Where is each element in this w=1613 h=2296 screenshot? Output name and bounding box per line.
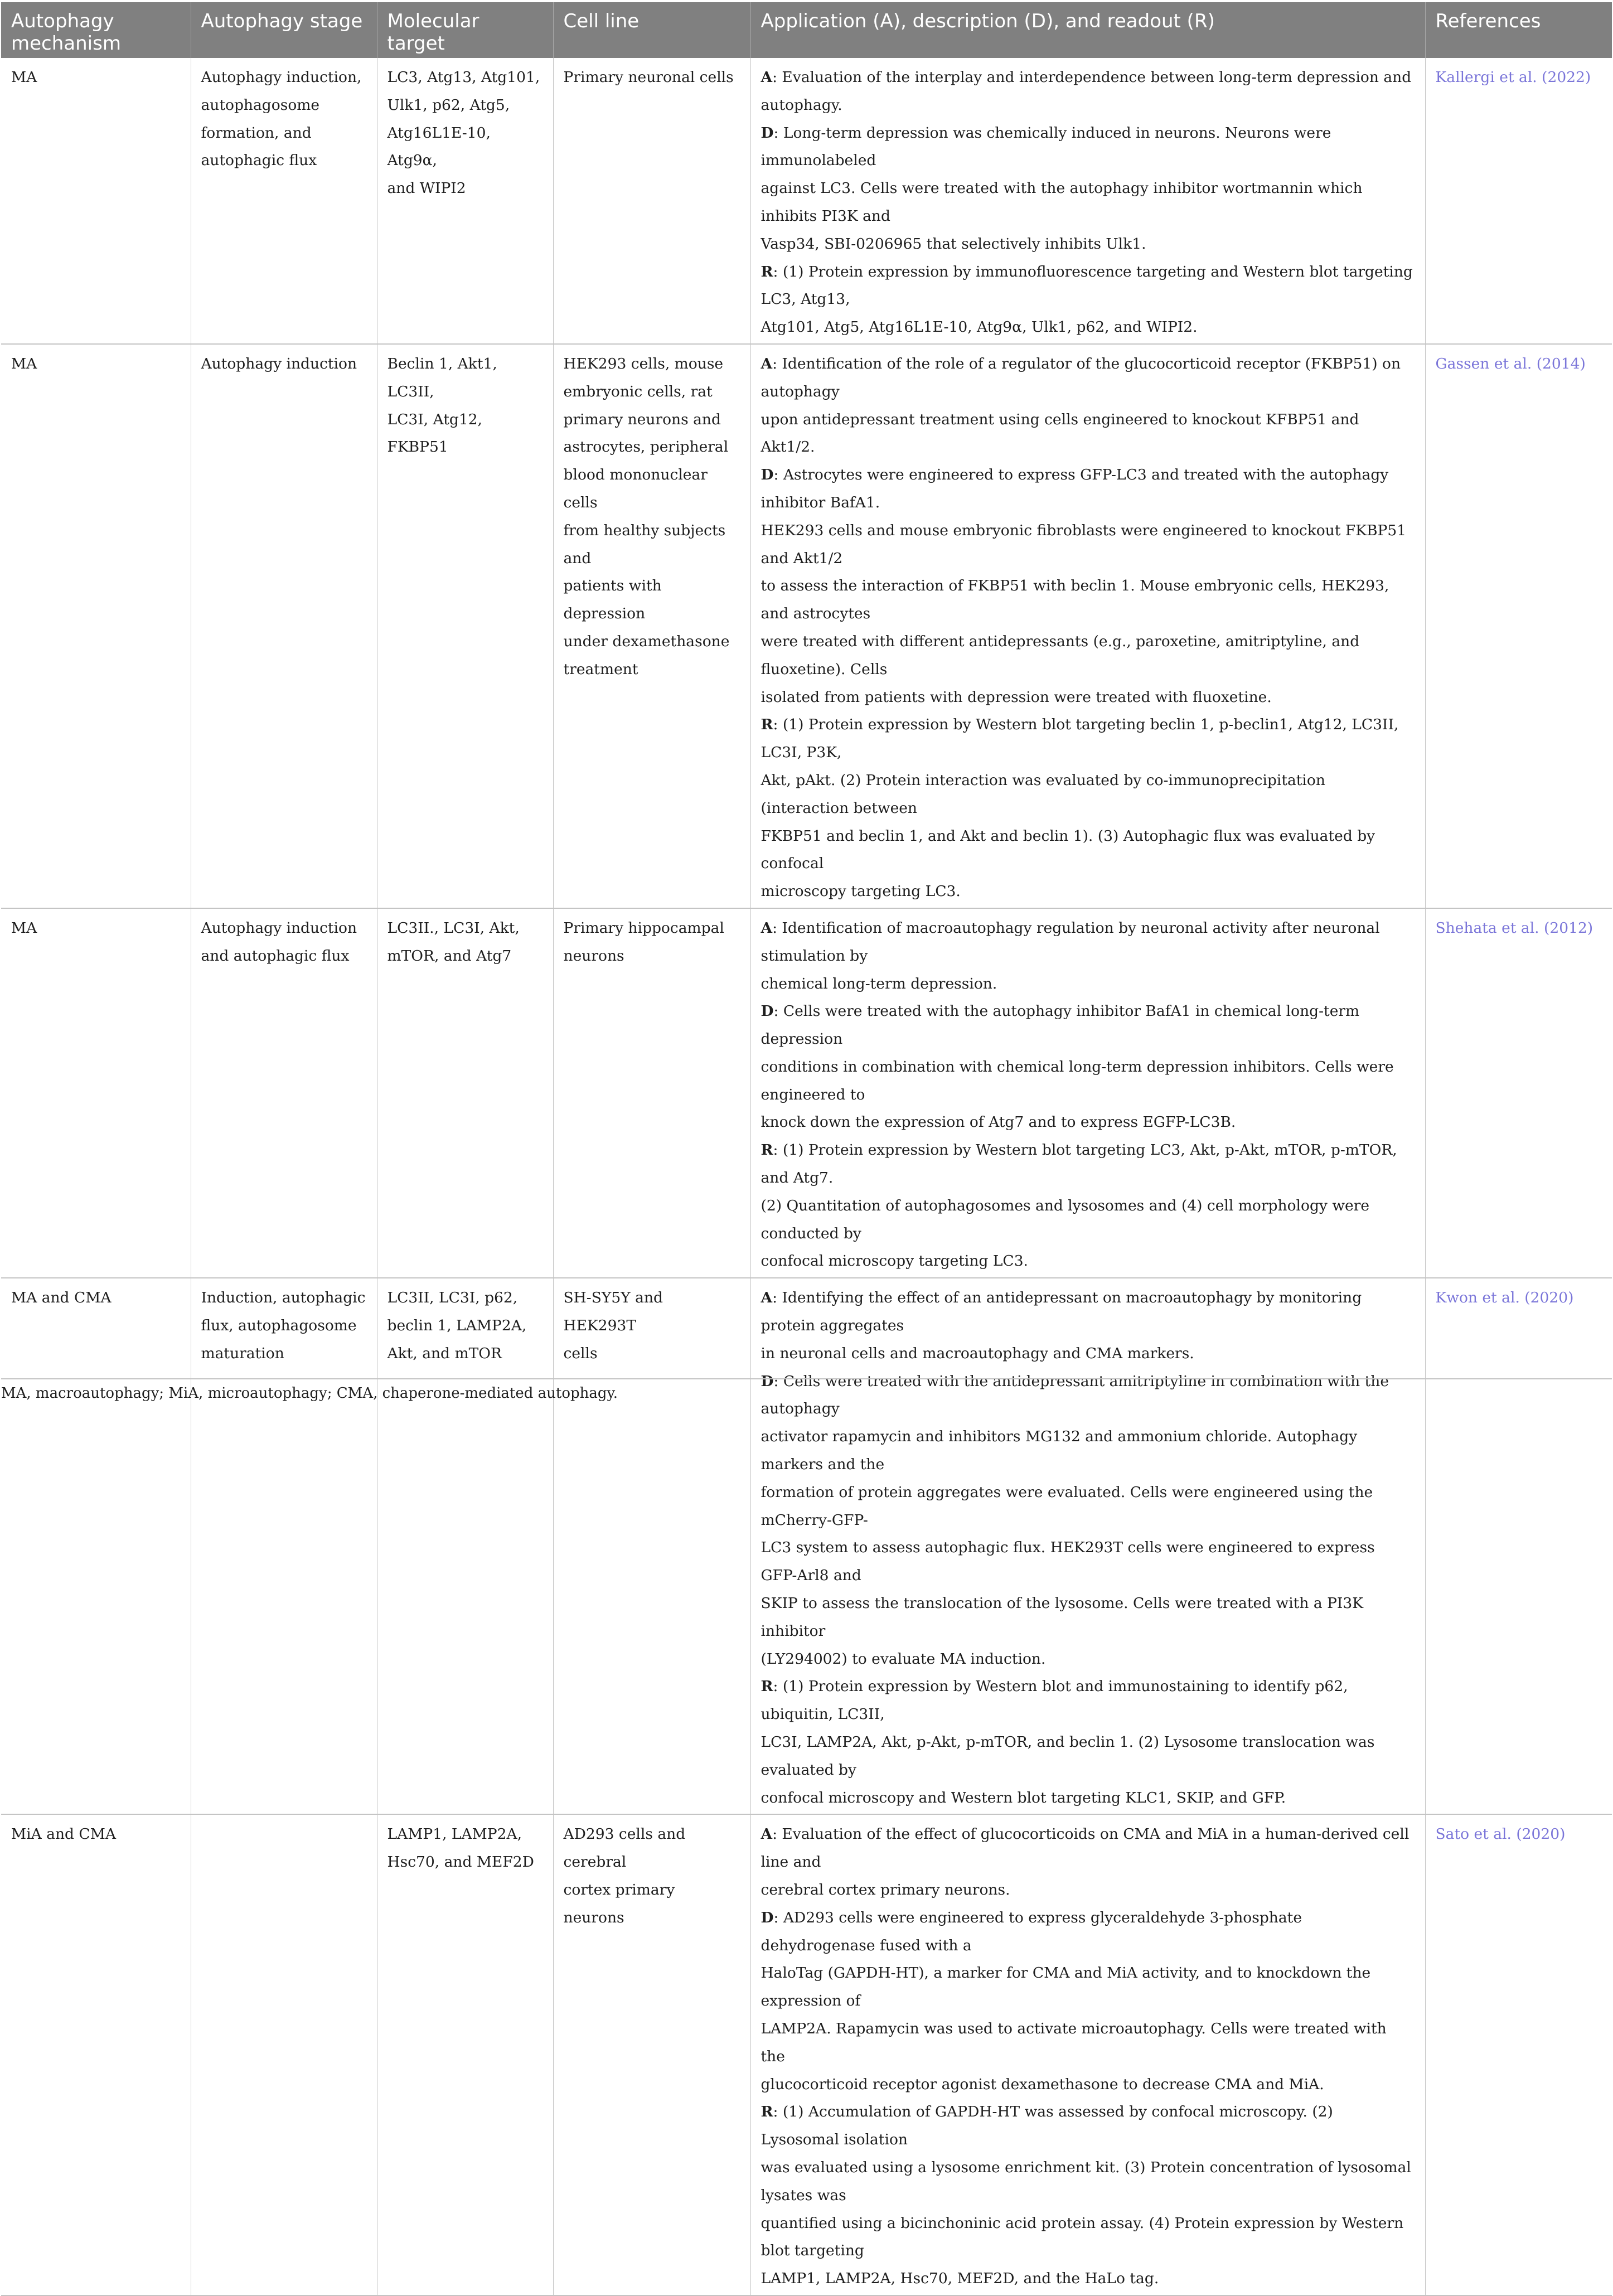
application-text: was evaluated using a lysosome enrichment kit. (3) Protein concentration of lysosomal lysates was xyxy=(761,2158,1411,2204)
cell-stage xyxy=(191,908,377,1278)
cell-line: autophagic flux xyxy=(201,152,317,169)
cell-line: beclin 1, LAMP2A, xyxy=(387,1317,527,1335)
cell-application xyxy=(750,1278,1425,1814)
reference-link[interactable]: Kwon et al. (2020) xyxy=(1425,1278,1612,1814)
cell-line: maturation xyxy=(201,1344,284,1362)
section-label-r: R xyxy=(761,1141,773,1159)
cell-line: Autophagy induction, xyxy=(201,69,362,86)
cell-target xyxy=(377,344,553,908)
cell-line: Beclin 1, Akt1, LC3II, xyxy=(387,355,497,400)
cell-application xyxy=(750,908,1425,1278)
application-line-r xyxy=(761,2265,1415,2293)
label-separator: : xyxy=(773,1909,783,1926)
col-header-mechanism xyxy=(1,2,191,58)
application-text: quantified using a bicinchoninic acid protein assay. (4) Protein expression by Western blot targeting xyxy=(761,2214,1404,2260)
application-line-a xyxy=(761,1340,1415,1368)
application-text: LAMP2A. Rapamycin was used to activate microautophagy. Cells were treated with the xyxy=(761,2019,1387,2065)
cell-line: cells xyxy=(563,1344,598,1362)
application-line-d xyxy=(761,1590,1415,1645)
application-text: were treated with different antidepressants (e.g., paroxetine, amitriptyline, and fluoxetine). Cells xyxy=(761,632,1360,678)
cell-line: target xyxy=(387,32,445,55)
cell-stage xyxy=(191,1278,377,1814)
cell-line: embryonic cells, rat xyxy=(563,382,713,400)
application-line-r xyxy=(761,313,1415,341)
application-line-d xyxy=(761,175,1415,230)
application-line-r xyxy=(761,258,1415,314)
cell-line: Autophagy xyxy=(11,10,114,32)
cell-target xyxy=(377,1814,553,2295)
application-text: formation of protein aggregates were evaluated. Cells were engineered using the mCherry-GFP- xyxy=(761,1483,1373,1529)
application-text: Atg101, Atg5, Atg16L1E-10, Atg9α, Ulk1, p62, and WIPI2. xyxy=(761,318,1198,336)
application-line-a xyxy=(761,914,1415,970)
label-separator: : xyxy=(773,1002,783,1020)
application-line-d xyxy=(761,1534,1415,1590)
table-row xyxy=(1,58,1612,344)
application-line-d xyxy=(761,119,1415,175)
application-text: chemical long-term depression. xyxy=(761,975,997,992)
application-text: LAMP1, LAMP2A, Hsc70, MEF2D, and the HaLo tag. xyxy=(761,2270,1159,2288)
application-line-a xyxy=(761,1876,1415,1904)
label-separator: : xyxy=(773,1678,783,1696)
col-header-references xyxy=(1425,2,1612,58)
cell-line: LC3II, LC3I, p62, xyxy=(387,1289,518,1307)
cell-stage xyxy=(191,344,377,908)
reference-link[interactable]: Kallergi et al. (2022) xyxy=(1425,58,1612,344)
application-text: Astrocytes were engineered to express GFP-LC3 and treated with the autophagy inhibitor BafA1. xyxy=(761,466,1389,511)
table-row xyxy=(1,344,1612,908)
cell-line: primary neurons and xyxy=(563,410,721,428)
application-text: Identification of macroautophagy regulation by neuronal activity after neuronal stimulation by xyxy=(761,919,1380,965)
header-row xyxy=(1,2,1612,58)
cell-cell-line xyxy=(553,1278,750,1814)
label-separator: : xyxy=(773,2103,783,2121)
label-separator: : xyxy=(772,1825,782,1843)
application-text: cerebral cortex primary neurons. xyxy=(761,1881,1010,1898)
cell-line: neurons xyxy=(563,947,624,965)
application-text: (1) Protein expression by Western blot and immunostaining to identify p62, ubiquitin, LC3II, xyxy=(761,1678,1348,1723)
application-text: Evaluation of the interplay and interdependence between long-term depression and autophagy. xyxy=(761,69,1412,114)
label-separator: : xyxy=(773,716,783,734)
application-line-d xyxy=(761,2071,1415,2099)
application-text: Cells were treated with the antidepressant amitriptyline in combination with the autophagy xyxy=(761,1372,1389,1418)
label-separator: : xyxy=(773,1372,783,1390)
application-line-d xyxy=(761,2015,1415,2071)
application-line-d xyxy=(761,997,1415,1053)
table-row xyxy=(1,1814,1612,2295)
application-line-d xyxy=(761,1368,1415,1423)
cell-line: mechanism xyxy=(11,32,121,55)
application-text: FKBP51 and beclin 1, and Akt and beclin 1). (3) Autophagic flux was evaluated by confocal xyxy=(761,827,1375,873)
application-text: (2) Quantitation of autophagosomes and lysosomes and (4) cell morphology were conducted by xyxy=(761,1197,1370,1242)
cell-cell-line xyxy=(553,58,750,344)
cell-target xyxy=(377,908,553,1278)
application-text: knock down the expression of Atg7 and to express EGFP-LC3B. xyxy=(761,1113,1236,1131)
table-row xyxy=(1,1278,1612,1814)
application-line-d xyxy=(761,1053,1415,1109)
application-line-r xyxy=(761,1784,1415,1812)
cell-line: Cell line xyxy=(563,10,640,32)
section-label-r: R xyxy=(761,263,773,280)
application-line-r xyxy=(761,1136,1415,1192)
cell-line: Application (A), description (D), and readout (R) xyxy=(761,10,1215,32)
application-line-r xyxy=(761,1192,1415,1248)
cell-line: blood mononuclear cells xyxy=(563,466,708,511)
application-line-a xyxy=(761,64,1415,119)
cell-line: Induction, autophagic xyxy=(201,1289,366,1307)
application-text: (1) Accumulation of GAPDH-HT was assessed by confocal microscopy. (2) Lysosomal isolation xyxy=(761,2103,1333,2149)
cell-cell-line xyxy=(553,1814,750,2295)
section-label-a: A xyxy=(761,69,773,86)
cell-stage xyxy=(191,1814,377,2295)
cell-line: and WIPI2 xyxy=(387,180,466,197)
cell-line: formation, and xyxy=(201,124,312,142)
cell-line: Atg16L1E-10, Atg9α, xyxy=(387,124,491,169)
application-line-d xyxy=(761,1904,1415,1960)
application-line-r xyxy=(761,1728,1415,1784)
application-line-r xyxy=(761,767,1415,822)
application-text: LC3I, LAMP2A, Akt, p-Akt, p-mTOR, and beclin 1. (2) Lysosome translocation was evaluated by xyxy=(761,1733,1375,1779)
cell-line: under dexamethasone xyxy=(563,632,730,650)
application-text: in neuronal cells and macroautophagy and CMA markers. xyxy=(761,1344,1194,1362)
application-line-d xyxy=(761,684,1415,711)
application-text: AD293 cells were engineered to express glyceraldehyde 3-phosphate dehydrogenase fused with a xyxy=(761,1909,1302,1954)
cell-mechanism: MA xyxy=(1,908,191,1278)
application-line-a xyxy=(761,1820,1415,1876)
label-separator: : xyxy=(773,466,783,484)
section-label-d: D xyxy=(761,124,774,142)
application-line-d xyxy=(761,461,1415,517)
section-label-d: D xyxy=(761,1909,774,1926)
application-line-r xyxy=(761,2154,1415,2210)
application-line-a xyxy=(761,350,1415,406)
table-header xyxy=(1,2,1612,58)
cell-line: autophagosome xyxy=(201,96,320,114)
application-text: Vasp34, SBI-0206965 that selectively inhibits Ulk1. xyxy=(761,235,1146,253)
application-line-a xyxy=(761,1284,1415,1340)
section-label-a: A xyxy=(761,1825,773,1843)
col-header-cell-line xyxy=(553,2,750,58)
cell-line: flux, autophagosome xyxy=(201,1317,357,1335)
cell-line: SH-SY5Y and HEK293T xyxy=(563,1289,663,1335)
cell-line: LAMP1, LAMP2A, xyxy=(387,1825,522,1843)
application-line-d xyxy=(761,1959,1415,2015)
cell-line: Primary neuronal cells xyxy=(563,69,734,86)
application-text: Long-term depression was chemically induced in neurons. Neurons were immunolabeled xyxy=(761,124,1331,169)
cell-line: and autophagic flux xyxy=(201,947,350,965)
cell-line: Autophagy induction xyxy=(201,355,357,372)
section-label-r: R xyxy=(761,2103,773,2121)
label-separator: : xyxy=(773,263,783,280)
application-text: Evaluation of the effect of glucocorticoids on CMA and MiA in a human-derived cell line and xyxy=(761,1825,1409,1871)
col-header-stage xyxy=(191,2,377,58)
application-line-a xyxy=(761,970,1415,998)
label-separator: : xyxy=(772,69,782,86)
table-bottom-rule xyxy=(1,1378,1612,1379)
application-text: activator rapamycin and inhibitors MG132 and ammonium chloride. Autophagy markers and the xyxy=(761,1428,1358,1474)
label-separator: : xyxy=(773,1141,783,1159)
cell-line: treatment xyxy=(563,660,638,678)
application-line-r xyxy=(761,878,1415,905)
application-line-r xyxy=(761,1247,1415,1275)
cell-mechanism: MiA and CMA xyxy=(1,1814,191,2295)
application-line-d xyxy=(761,572,1415,628)
cell-mechanism: MA xyxy=(1,58,191,344)
application-line-r xyxy=(761,2210,1415,2265)
col-header-target xyxy=(377,2,553,58)
section-label-d: D xyxy=(761,1372,774,1390)
reference-link[interactable]: Gassen et al. (2014) xyxy=(1425,344,1612,908)
application-line-r xyxy=(761,711,1415,767)
application-text: to assess the interaction of FKBP51 with beclin 1. Mouse embryonic cells, HEK293, and astrocytes xyxy=(761,577,1389,623)
cell-line: Autophagy stage xyxy=(201,10,363,32)
cell-mechanism: MA and CMA xyxy=(1,1278,191,1814)
section-label-a: A xyxy=(761,355,773,372)
cell-mechanism: MA xyxy=(1,344,191,908)
cell-line: astrocytes, peripheral xyxy=(563,438,729,456)
cell-target xyxy=(377,1278,553,1814)
application-line-r xyxy=(761,1673,1415,1728)
cell-line: LC3II., LC3I, Akt, xyxy=(387,919,520,937)
cell-application xyxy=(750,344,1425,908)
application-text: (LY294002) to evaluate MA induction. xyxy=(761,1650,1046,1668)
application-line-d xyxy=(761,1645,1415,1673)
label-separator: : xyxy=(773,124,783,142)
table-body xyxy=(1,58,1612,2295)
reference-link[interactable]: Shehata et al. (2012) xyxy=(1425,908,1612,1278)
cell-application xyxy=(750,1814,1425,2295)
application-line-d xyxy=(761,230,1415,258)
application-text: Identifying the effect of an antidepressant on macroautophagy by monitoring protein aggregates xyxy=(761,1289,1362,1335)
cell-stage xyxy=(191,58,377,344)
application-line-d xyxy=(761,1479,1415,1534)
section-label-r: R xyxy=(761,1678,773,1696)
application-text: upon antidepressant treatment using cells engineered to knockout KFBP51 and Akt1/2. xyxy=(761,410,1359,456)
section-label-d: D xyxy=(761,1002,774,1020)
application-text: (1) Protein expression by Western blot targeting beclin 1, p-beclin1, Atg12, LC3II, LC3I, P3K, xyxy=(761,716,1399,762)
cell-line: Hsc70, and MEF2D xyxy=(387,1853,534,1871)
application-line-d xyxy=(761,628,1415,684)
application-text: confocal microscopy targeting LC3. xyxy=(761,1252,1028,1270)
cell-line: Akt, and mTOR xyxy=(387,1344,502,1362)
cell-line: AD293 cells and cerebral xyxy=(563,1825,686,1871)
application-text: LC3 system to assess autophagic flux. HEK293T cells were engineered to express GFP-Arl8 and xyxy=(761,1539,1375,1585)
application-line-r xyxy=(761,822,1415,878)
label-separator: : xyxy=(772,355,782,372)
application-line-r xyxy=(761,2098,1415,2154)
application-text: confocal microscopy and Western blot targeting KLC1, SKIP, and GFP. xyxy=(761,1789,1286,1806)
cell-line: Ulk1, p62, Atg5, xyxy=(387,96,510,114)
application-text: (1) Protein expression by Western blot targeting LC3, Akt, p-Akt, mTOR, p-mTOR, and Atg7. xyxy=(761,1141,1397,1187)
application-text: Akt, pAkt. (2) Protein interaction was evaluated by co-immunoprecipitation (interaction between xyxy=(761,771,1325,817)
cell-cell-line xyxy=(553,344,750,908)
application-text: isolated from patients with depression were treated with fluoxetine. xyxy=(761,688,1272,706)
cell-line: LC3I, Atg12, FKBP51 xyxy=(387,410,482,456)
cell-line: cortex primary neurons xyxy=(563,1881,675,1926)
cell-line: Molecular xyxy=(387,10,479,32)
label-separator: : xyxy=(772,1289,782,1307)
application-line-d xyxy=(761,1108,1415,1136)
cell-target xyxy=(377,58,553,344)
section-label-r: R xyxy=(761,716,773,734)
application-line-d xyxy=(761,517,1415,573)
application-line-d xyxy=(761,1423,1415,1479)
application-text: Cells were treated with the autophagy inhibitor BafA1 in chemical long-term depression xyxy=(761,1002,1360,1048)
application-text: conditions in combination with chemical long-term depression inhibitors. Cells were engineered to xyxy=(761,1058,1394,1103)
cell-line: mTOR, and Atg7 xyxy=(387,947,512,965)
cell-line: Primary hippocampal xyxy=(563,919,724,937)
section-label-a: A xyxy=(761,1289,773,1307)
table-row xyxy=(1,908,1612,1278)
application-text: microscopy targeting LC3. xyxy=(761,883,961,900)
cell-line: HEK293 cells, mouse xyxy=(563,355,724,372)
cell-cell-line xyxy=(553,908,750,1278)
section-label-a: A xyxy=(761,919,773,937)
application-text: against LC3. Cells were treated with the autophagy inhibitor wortmannin which inhibits PI3K and xyxy=(761,180,1363,225)
table-footnote: MA, macroautophagy; MiA, microautophagy; CMA, chaperone-mediated autophagy. xyxy=(1,1385,618,1402)
cell-line: patients with depression xyxy=(563,577,662,623)
cell-line: from healthy subjects and xyxy=(563,521,726,567)
reference-link[interactable]: Sato et al. (2020) xyxy=(1425,1814,1612,2295)
section-label-d: D xyxy=(761,466,774,484)
label-separator: : xyxy=(772,919,782,937)
application-line-a xyxy=(761,406,1415,462)
cell-line: References xyxy=(1435,10,1541,32)
application-text: Identification of the role of a regulator of the glucocorticoid receptor (FKBP51) on autophagy xyxy=(761,355,1401,400)
application-text: glucocorticoid receptor agonist dexamethasone to decrease CMA and MiA. xyxy=(761,2075,1324,2093)
autophagy-table xyxy=(1,2,1612,2296)
cell-application xyxy=(750,58,1425,344)
col-header-application xyxy=(750,2,1425,58)
cell-line: LC3, Atg13, Atg101, xyxy=(387,69,540,86)
application-text: HaloTag (GAPDH-HT), a marker for CMA and MiA activity, and to knockdown the expression of xyxy=(761,1964,1371,2010)
application-text: SKIP to assess the translocation of the lysosome. Cells were treated with a PI3K inhibitor xyxy=(761,1595,1364,1640)
cell-line: Autophagy induction xyxy=(201,919,357,937)
application-text: (1) Protein expression by immunofluorescence targeting and Western blot targeting LC3, Atg13, xyxy=(761,263,1413,308)
application-text: HEK293 cells and mouse embryonic fibroblasts were engineered to knockout FKBP51 and Akt1/2 xyxy=(761,521,1407,567)
